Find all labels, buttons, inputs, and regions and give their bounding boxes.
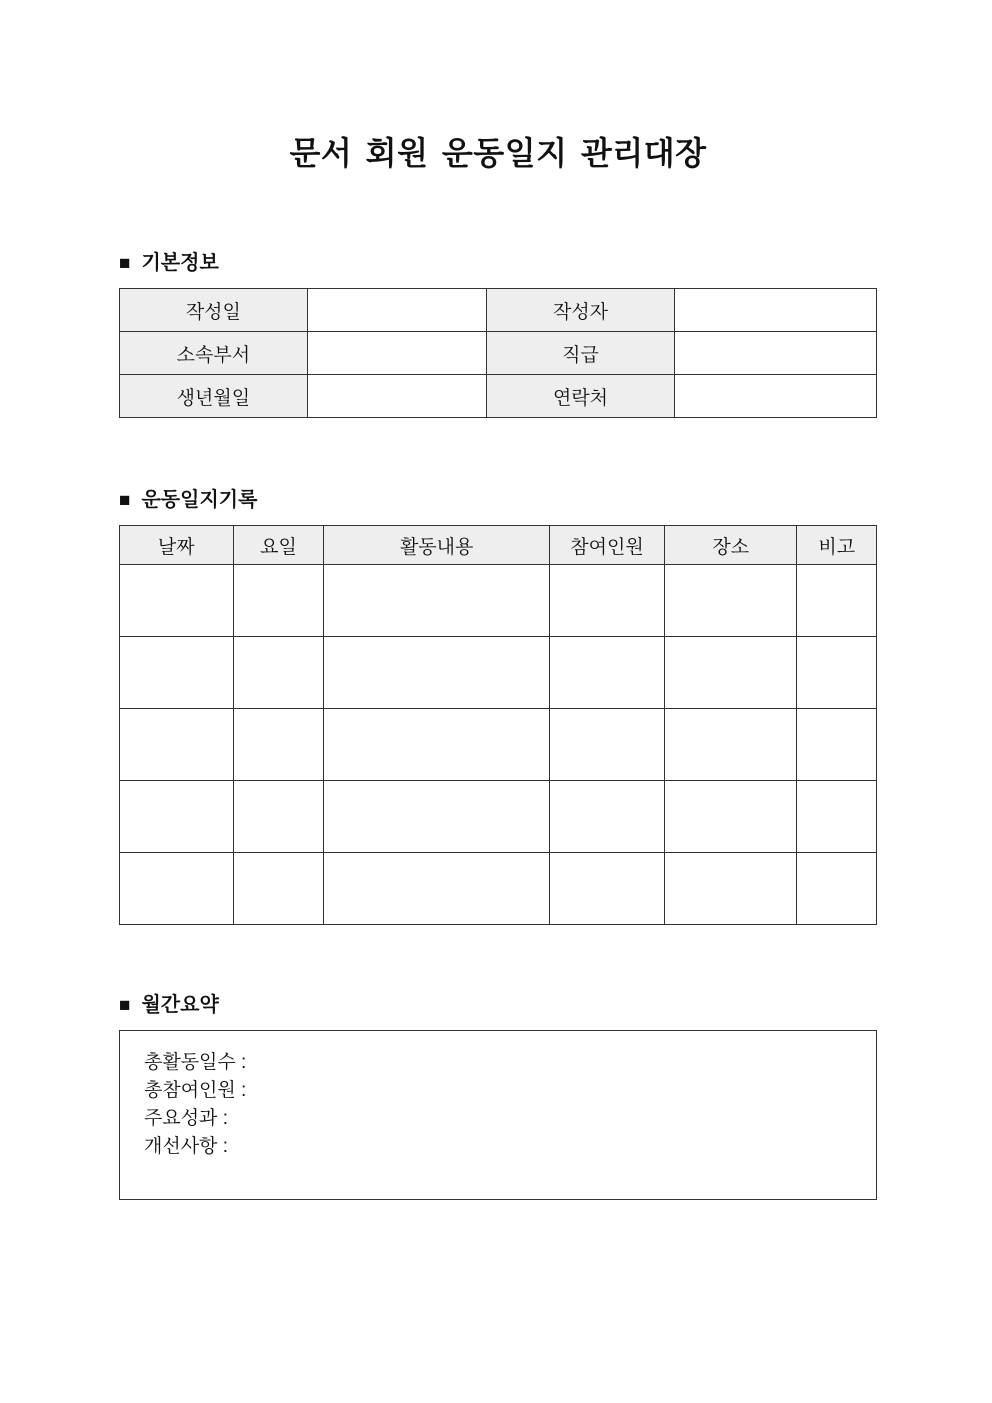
log-cell[interactable] bbox=[665, 709, 797, 781]
log-cell[interactable] bbox=[324, 709, 550, 781]
basic-info-label-department: 소속부서 bbox=[120, 332, 308, 375]
table-row bbox=[120, 853, 877, 925]
log-cell[interactable] bbox=[233, 781, 324, 853]
summary-line-improvements: 개선사항 : bbox=[144, 1136, 228, 1157]
basic-info-label-date: 작성일 bbox=[120, 289, 308, 332]
log-cell[interactable] bbox=[549, 781, 664, 853]
log-cell[interactable] bbox=[797, 565, 877, 637]
table-row bbox=[120, 637, 877, 709]
basic-info-label-author: 작성자 bbox=[487, 289, 675, 332]
log-cell[interactable] bbox=[665, 565, 797, 637]
log-cell[interactable] bbox=[120, 709, 234, 781]
log-cell[interactable] bbox=[233, 853, 324, 925]
log-cell[interactable] bbox=[324, 853, 550, 925]
section-monthly-summary bbox=[119, 993, 877, 1200]
summary-line-total-activity-days: 총활동일수 : bbox=[144, 1052, 247, 1073]
log-cell[interactable] bbox=[549, 565, 664, 637]
basic-info-label-contact: 연락처 bbox=[487, 375, 675, 418]
log-column-header-note: 비고 bbox=[797, 526, 877, 565]
log-column-header-activity: 활동내용 bbox=[324, 526, 550, 565]
log-cell[interactable] bbox=[797, 781, 877, 853]
log-cell[interactable] bbox=[665, 781, 797, 853]
basic-info-heading bbox=[119, 251, 877, 275]
log-cell[interactable] bbox=[120, 781, 234, 853]
log-cell[interactable] bbox=[120, 853, 234, 925]
log-cell[interactable] bbox=[665, 853, 797, 925]
table-row bbox=[120, 289, 877, 332]
log-cell[interactable] bbox=[665, 637, 797, 709]
log-column-header-participants: 참여인원 bbox=[549, 526, 664, 565]
log-cell[interactable] bbox=[549, 637, 664, 709]
exercise-log-table bbox=[119, 525, 877, 925]
log-cell[interactable] bbox=[549, 853, 664, 925]
basic-info-heading-label: 기본정보 bbox=[141, 252, 219, 274]
square-bullet-icon: ■ bbox=[119, 252, 131, 274]
log-cell[interactable] bbox=[549, 709, 664, 781]
table-row bbox=[120, 565, 877, 637]
table-row bbox=[120, 332, 877, 375]
log-column-header-date: 날짜 bbox=[120, 526, 234, 565]
log-cell[interactable] bbox=[233, 637, 324, 709]
summary-line-total-participants: 총참여인원 : bbox=[144, 1080, 247, 1101]
table-row bbox=[120, 375, 877, 418]
basic-info-label-position: 직급 bbox=[487, 332, 675, 375]
log-cell[interactable] bbox=[324, 637, 550, 709]
table-header-row bbox=[120, 526, 877, 565]
section-basic-info bbox=[119, 251, 877, 418]
square-bullet-icon: ■ bbox=[119, 994, 131, 1016]
basic-info-value-contact[interactable] bbox=[674, 375, 876, 418]
log-cell[interactable] bbox=[797, 637, 877, 709]
log-cell[interactable] bbox=[324, 781, 550, 853]
table-row bbox=[120, 709, 877, 781]
exercise-log-heading-label: 운동일지기록 bbox=[141, 489, 258, 511]
exercise-log-heading bbox=[119, 488, 877, 512]
log-cell[interactable] bbox=[797, 709, 877, 781]
monthly-summary-heading bbox=[119, 993, 877, 1017]
log-cell[interactable] bbox=[120, 637, 234, 709]
basic-info-value-position[interactable] bbox=[674, 332, 876, 375]
page-title: 문서 회원 운동일지 관리대장 bbox=[289, 135, 707, 171]
log-cell[interactable] bbox=[233, 709, 324, 781]
basic-info-table bbox=[119, 288, 877, 418]
summary-line-major-achievements: 주요성과 : bbox=[144, 1108, 228, 1129]
monthly-summary-heading-label: 월간요약 bbox=[141, 994, 219, 1016]
basic-info-label-birthdate: 생년월일 bbox=[120, 375, 308, 418]
basic-info-value-author[interactable] bbox=[674, 289, 876, 332]
basic-info-value-department[interactable] bbox=[307, 332, 486, 375]
summary-box[interactable] bbox=[119, 1030, 877, 1200]
table-row bbox=[120, 781, 877, 853]
log-column-header-place: 장소 bbox=[665, 526, 797, 565]
log-cell[interactable] bbox=[797, 853, 877, 925]
log-column-header-day: 요일 bbox=[233, 526, 324, 565]
basic-info-value-birthdate[interactable] bbox=[307, 375, 486, 418]
log-cell[interactable] bbox=[324, 565, 550, 637]
log-cell[interactable] bbox=[120, 565, 234, 637]
square-bullet-icon: ■ bbox=[119, 489, 131, 511]
section-exercise-log bbox=[119, 488, 877, 925]
basic-info-value-date[interactable] bbox=[307, 289, 486, 332]
log-cell[interactable] bbox=[233, 565, 324, 637]
